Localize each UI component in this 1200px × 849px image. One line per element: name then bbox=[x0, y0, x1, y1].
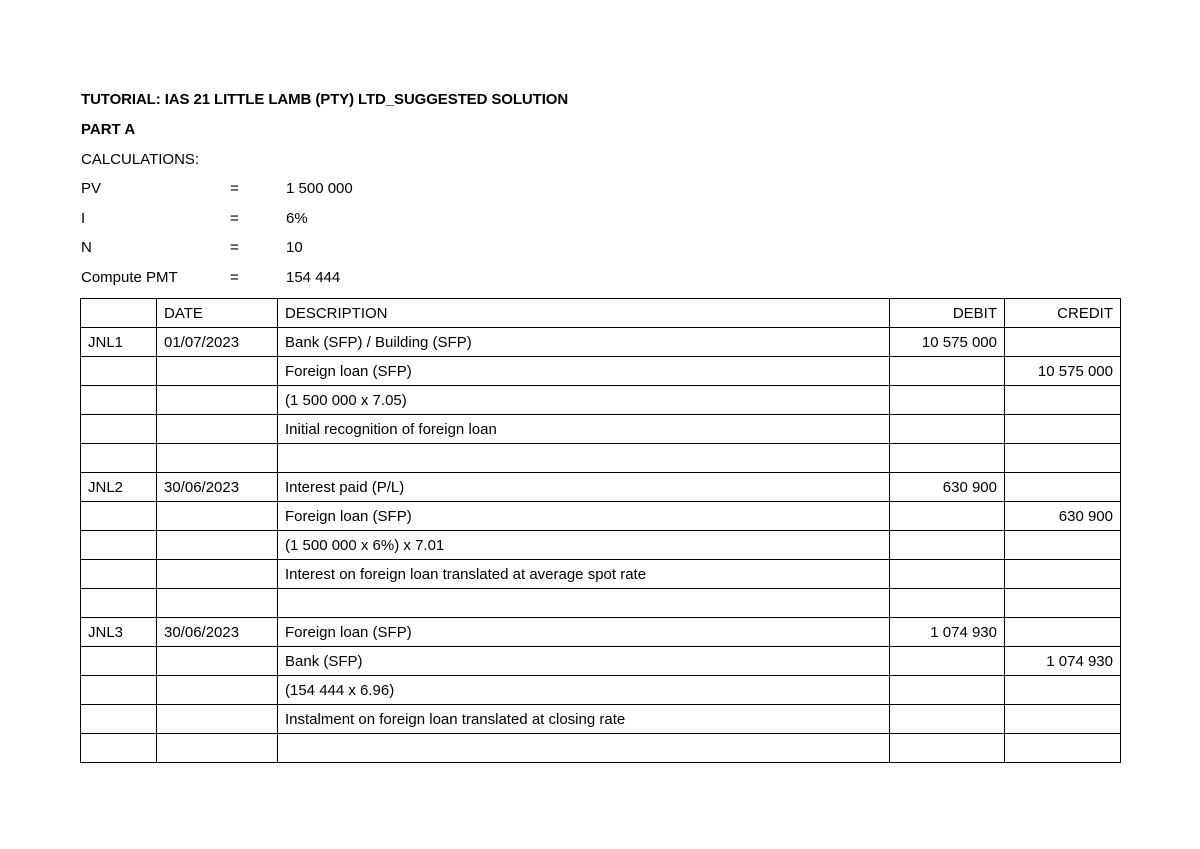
table-row bbox=[81, 531, 1121, 560]
cell-ref: JNL3 bbox=[81, 618, 157, 647]
cell-debit: 10 575 000 bbox=[890, 328, 1005, 357]
cell-debit bbox=[890, 502, 1005, 531]
calculations-heading: CALCULATIONS: bbox=[81, 151, 200, 168]
part-heading: PART A bbox=[81, 121, 136, 138]
cell-credit bbox=[1005, 531, 1121, 560]
cell-description: Interest paid (P/L) bbox=[278, 473, 890, 502]
cell-ref bbox=[81, 444, 157, 473]
cell-description: (154 444 x 6.96) bbox=[278, 676, 890, 705]
header-cell-debit: DEBIT bbox=[890, 299, 1005, 328]
table-row bbox=[81, 647, 1121, 676]
cell-date bbox=[157, 386, 278, 415]
cell-ref: JNL2 bbox=[81, 473, 157, 502]
table-row bbox=[81, 444, 1121, 473]
cell-ref bbox=[81, 560, 157, 589]
cell-description: Foreign loan (SFP) bbox=[278, 502, 890, 531]
cell-date bbox=[157, 357, 278, 386]
page-title: TUTORIAL: IAS 21 LITTLE LAMB (PTY) LTD_SUGGESTED SOLUTION bbox=[81, 91, 569, 108]
cell-credit bbox=[1005, 473, 1121, 502]
cell-description bbox=[278, 444, 890, 473]
header-cell-credit: CREDIT bbox=[1005, 299, 1121, 328]
cell-date bbox=[157, 734, 278, 763]
cell-description: Foreign loan (SFP) bbox=[278, 357, 890, 386]
table-row bbox=[81, 415, 1121, 444]
cell-debit bbox=[890, 444, 1005, 473]
table-row bbox=[81, 734, 1121, 763]
cell-credit bbox=[1005, 705, 1121, 734]
table-row bbox=[81, 676, 1121, 705]
cell-date bbox=[157, 705, 278, 734]
cell-debit bbox=[890, 415, 1005, 444]
calc-value: 1 500 000 bbox=[286, 180, 353, 197]
cell-credit: 10 575 000 bbox=[1005, 357, 1121, 386]
cell-ref bbox=[81, 589, 157, 618]
cell-ref bbox=[81, 676, 157, 705]
journal-table bbox=[80, 298, 1121, 763]
calc-equals: = bbox=[230, 210, 239, 227]
cell-date: 30/06/2023 bbox=[157, 618, 278, 647]
cell-debit bbox=[890, 647, 1005, 676]
cell-debit bbox=[890, 589, 1005, 618]
cell-ref bbox=[81, 647, 157, 676]
table-row bbox=[81, 589, 1121, 618]
table-row bbox=[81, 560, 1121, 589]
cell-description: Instalment on foreign loan translated at closing rate bbox=[278, 705, 890, 734]
cell-ref bbox=[81, 705, 157, 734]
cell-date bbox=[157, 415, 278, 444]
cell-date bbox=[157, 676, 278, 705]
table-row bbox=[81, 386, 1121, 415]
header-cell-description: DESCRIPTION bbox=[278, 299, 890, 328]
cell-description: Bank (SFP) / Building (SFP) bbox=[278, 328, 890, 357]
table-row bbox=[81, 705, 1121, 734]
header-cell-date: DATE bbox=[157, 299, 278, 328]
table-row bbox=[81, 328, 1121, 357]
cell-ref bbox=[81, 357, 157, 386]
cell-description bbox=[278, 734, 890, 763]
calc-equals: = bbox=[230, 239, 239, 256]
cell-ref bbox=[81, 531, 157, 560]
cell-date bbox=[157, 531, 278, 560]
cell-debit bbox=[890, 386, 1005, 415]
cell-credit bbox=[1005, 618, 1121, 647]
cell-debit bbox=[890, 531, 1005, 560]
calc-label: I bbox=[81, 210, 86, 227]
cell-debit bbox=[890, 705, 1005, 734]
cell-date bbox=[157, 647, 278, 676]
cell-ref bbox=[81, 502, 157, 531]
cell-description bbox=[278, 589, 890, 618]
cell-debit: 1 074 930 bbox=[890, 618, 1005, 647]
calc-value: 6% bbox=[286, 210, 308, 227]
cell-debit bbox=[890, 734, 1005, 763]
cell-date bbox=[157, 589, 278, 618]
cell-description: Interest on foreign loan translated at average spot rate bbox=[278, 560, 890, 589]
cell-credit: 630 900 bbox=[1005, 502, 1121, 531]
cell-credit bbox=[1005, 386, 1121, 415]
cell-debit bbox=[890, 676, 1005, 705]
cell-ref bbox=[81, 386, 157, 415]
cell-credit bbox=[1005, 676, 1121, 705]
cell-description: Bank (SFP) bbox=[278, 647, 890, 676]
cell-credit bbox=[1005, 444, 1121, 473]
cell-credit bbox=[1005, 415, 1121, 444]
cell-credit bbox=[1005, 589, 1121, 618]
calc-value: 10 bbox=[286, 239, 303, 256]
calc-value: 154 444 bbox=[286, 269, 341, 286]
cell-date bbox=[157, 560, 278, 589]
table-header-row bbox=[81, 299, 1121, 328]
table-row bbox=[81, 502, 1121, 531]
cell-date: 30/06/2023 bbox=[157, 473, 278, 502]
table-row bbox=[81, 357, 1121, 386]
cell-description: Initial recognition of foreign loan bbox=[278, 415, 890, 444]
cell-ref bbox=[81, 734, 157, 763]
table-row bbox=[81, 473, 1121, 502]
calc-label: N bbox=[81, 239, 92, 256]
cell-credit: 1 074 930 bbox=[1005, 647, 1121, 676]
cell-description: Foreign loan (SFP) bbox=[278, 618, 890, 647]
calc-equals: = bbox=[230, 269, 239, 286]
header-cell-ref bbox=[81, 299, 157, 328]
cell-debit bbox=[890, 357, 1005, 386]
cell-description: (1 500 000 x 7.05) bbox=[278, 386, 890, 415]
calc-label: PV bbox=[81, 180, 102, 197]
cell-debit: 630 900 bbox=[890, 473, 1005, 502]
calc-equals: = bbox=[230, 180, 239, 197]
cell-date bbox=[157, 502, 278, 531]
cell-credit bbox=[1005, 328, 1121, 357]
cell-date bbox=[157, 444, 278, 473]
cell-credit bbox=[1005, 734, 1121, 763]
cell-ref: JNL1 bbox=[81, 328, 157, 357]
calc-label: Compute PMT bbox=[81, 269, 178, 286]
table-row bbox=[81, 618, 1121, 647]
cell-description: (1 500 000 x 6%) x 7.01 bbox=[278, 531, 890, 560]
cell-debit bbox=[890, 560, 1005, 589]
cell-date: 01/07/2023 bbox=[157, 328, 278, 357]
cell-credit bbox=[1005, 560, 1121, 589]
cell-ref bbox=[81, 415, 157, 444]
